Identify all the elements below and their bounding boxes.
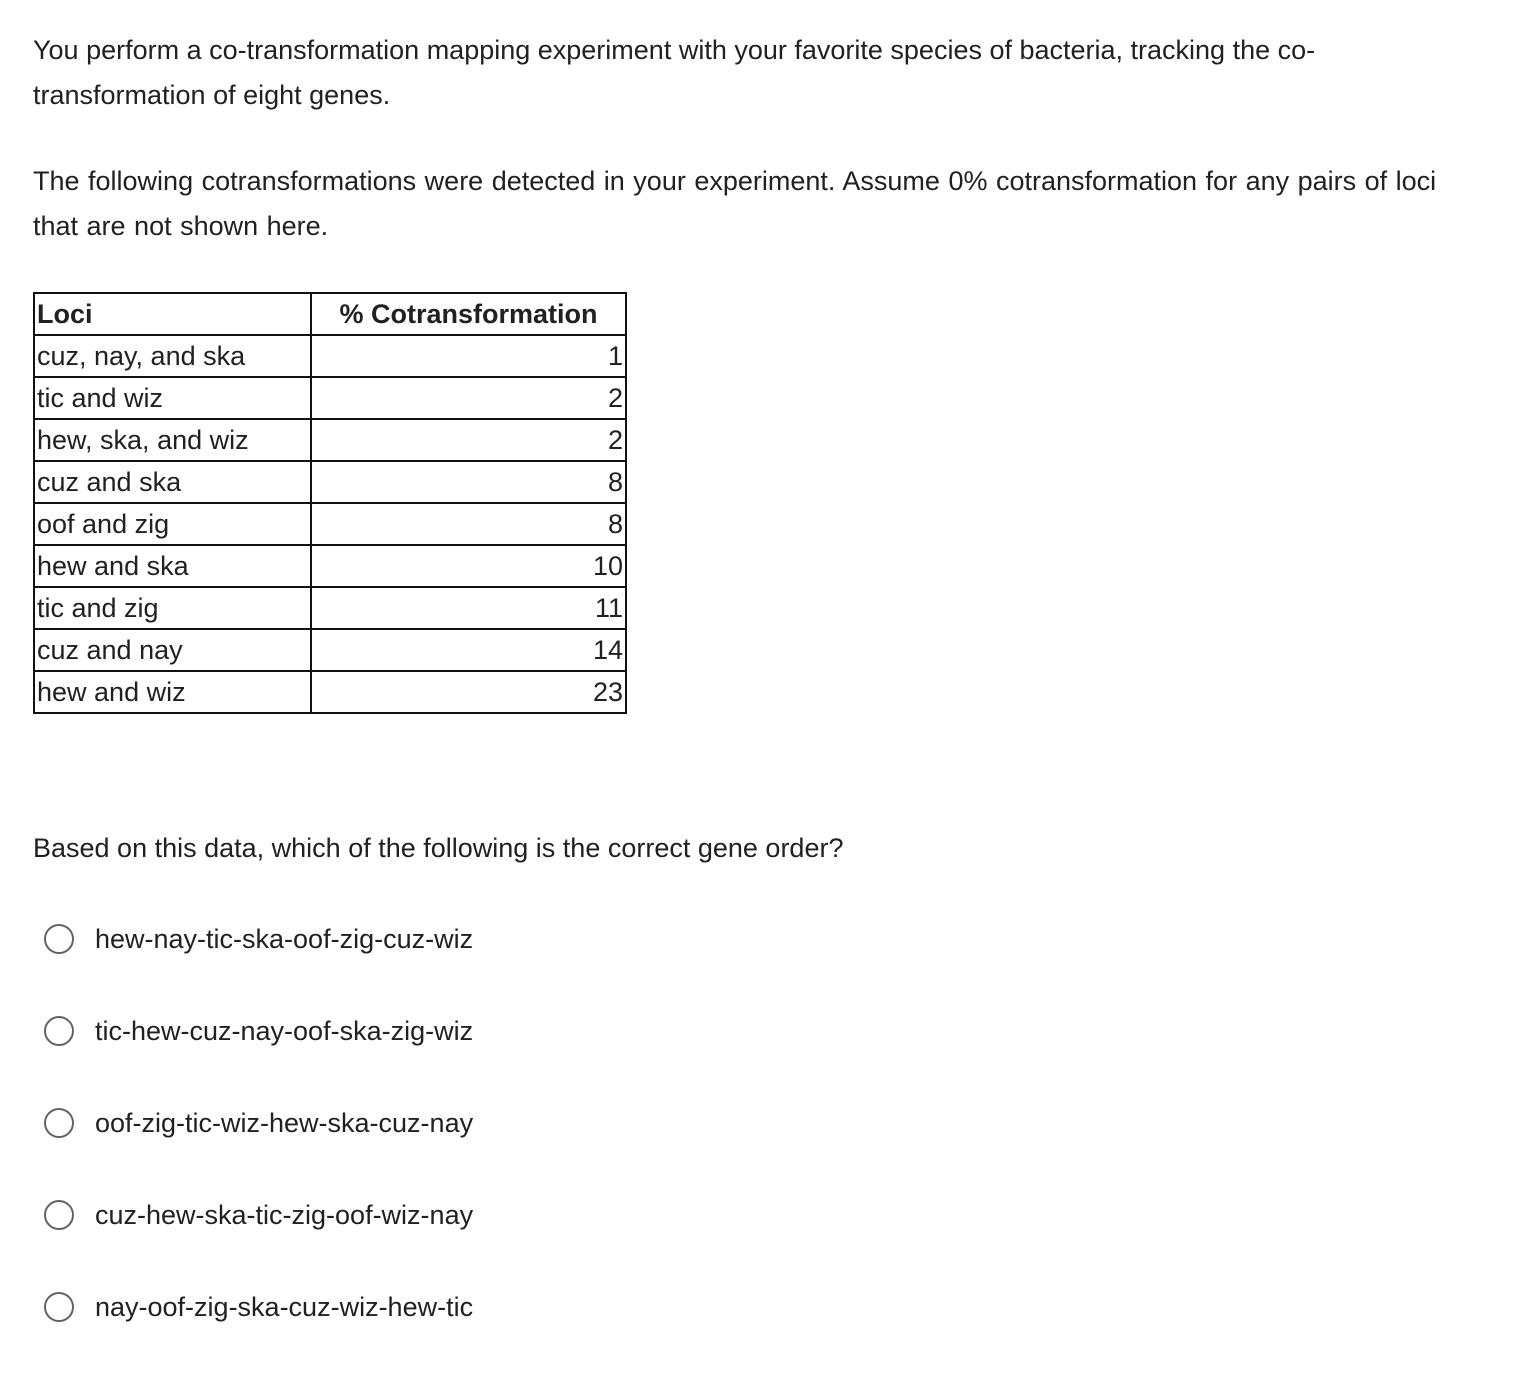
radio-button[interactable] xyxy=(44,924,74,954)
table-row xyxy=(34,629,626,671)
question-text: Based on this data, which of the following is the correct gene order? xyxy=(33,833,844,863)
instruction-paragraph: The following cotransformations were detected in your experiment. Assume 0% cotransformation for any pairs of loci that are not shown here. xyxy=(33,166,1437,241)
table-header-row xyxy=(34,293,626,335)
table-row xyxy=(34,545,626,587)
header-loci: Loci xyxy=(34,293,311,335)
answer-option-5[interactable] xyxy=(44,1283,473,1331)
loci-cell: hew and wiz xyxy=(34,671,311,713)
answer-option-2[interactable] xyxy=(44,1007,473,1055)
loci-cell: tic and zig xyxy=(34,587,311,629)
table-row xyxy=(34,671,626,713)
option-label[interactable]: cuz-hew-ska-tic-zig-oof-wiz-nay xyxy=(95,1200,474,1230)
loci-cell: oof and zig xyxy=(34,503,311,545)
cotransformation-cell: 1 xyxy=(311,335,626,377)
loci-cell: tic and wiz xyxy=(34,377,311,419)
cotransformation-cell: 10 xyxy=(311,545,626,587)
table-row xyxy=(34,587,626,629)
option-label[interactable]: tic-hew-cuz-nay-oof-ska-zig-wiz xyxy=(95,1016,474,1046)
answer-option-4[interactable] xyxy=(44,1191,473,1239)
radio-button[interactable] xyxy=(44,1200,74,1230)
radio-button[interactable] xyxy=(44,1292,74,1322)
table-row xyxy=(34,335,626,377)
cotransformation-cell: 23 xyxy=(311,671,626,713)
table-row xyxy=(34,377,626,419)
cotransformation-table xyxy=(33,292,627,714)
loci-cell: cuz, nay, and ska xyxy=(34,335,311,377)
answer-options xyxy=(44,915,473,1375)
cotransformation-cell: 14 xyxy=(311,629,626,671)
option-label[interactable]: nay-oof-zig-ska-cuz-wiz-hew-tic xyxy=(95,1292,474,1322)
loci-cell: cuz and ska xyxy=(34,461,311,503)
cotransformation-cell: 8 xyxy=(311,461,626,503)
cotransformation-cell: 2 xyxy=(311,377,626,419)
loci-cell: hew and ska xyxy=(34,545,311,587)
table-row xyxy=(34,461,626,503)
answer-option-3[interactable] xyxy=(44,1099,473,1147)
radio-button[interactable] xyxy=(44,1016,74,1046)
cotransformation-cell: 2 xyxy=(311,419,626,461)
option-label[interactable]: hew-nay-tic-ska-oof-zig-cuz-wiz xyxy=(95,924,474,954)
option-label[interactable]: oof-zig-tic-wiz-hew-ska-cuz-nay xyxy=(95,1108,474,1138)
cotransformation-cell: 8 xyxy=(311,503,626,545)
loci-cell: hew, ska, and wiz xyxy=(34,419,311,461)
cotransformation-cell: 11 xyxy=(311,587,626,629)
header-cotransformation: % Cotransformation xyxy=(311,293,626,335)
loci-cell: cuz and nay xyxy=(34,629,311,671)
radio-button[interactable] xyxy=(44,1108,74,1138)
answer-option-1[interactable] xyxy=(44,915,473,963)
table-row xyxy=(34,503,626,545)
intro-paragraph: You perform a co-transformation mapping experiment with your favorite species of bacteria, tracking the co-transformation of eight genes. xyxy=(33,35,1316,110)
table-row xyxy=(34,419,626,461)
